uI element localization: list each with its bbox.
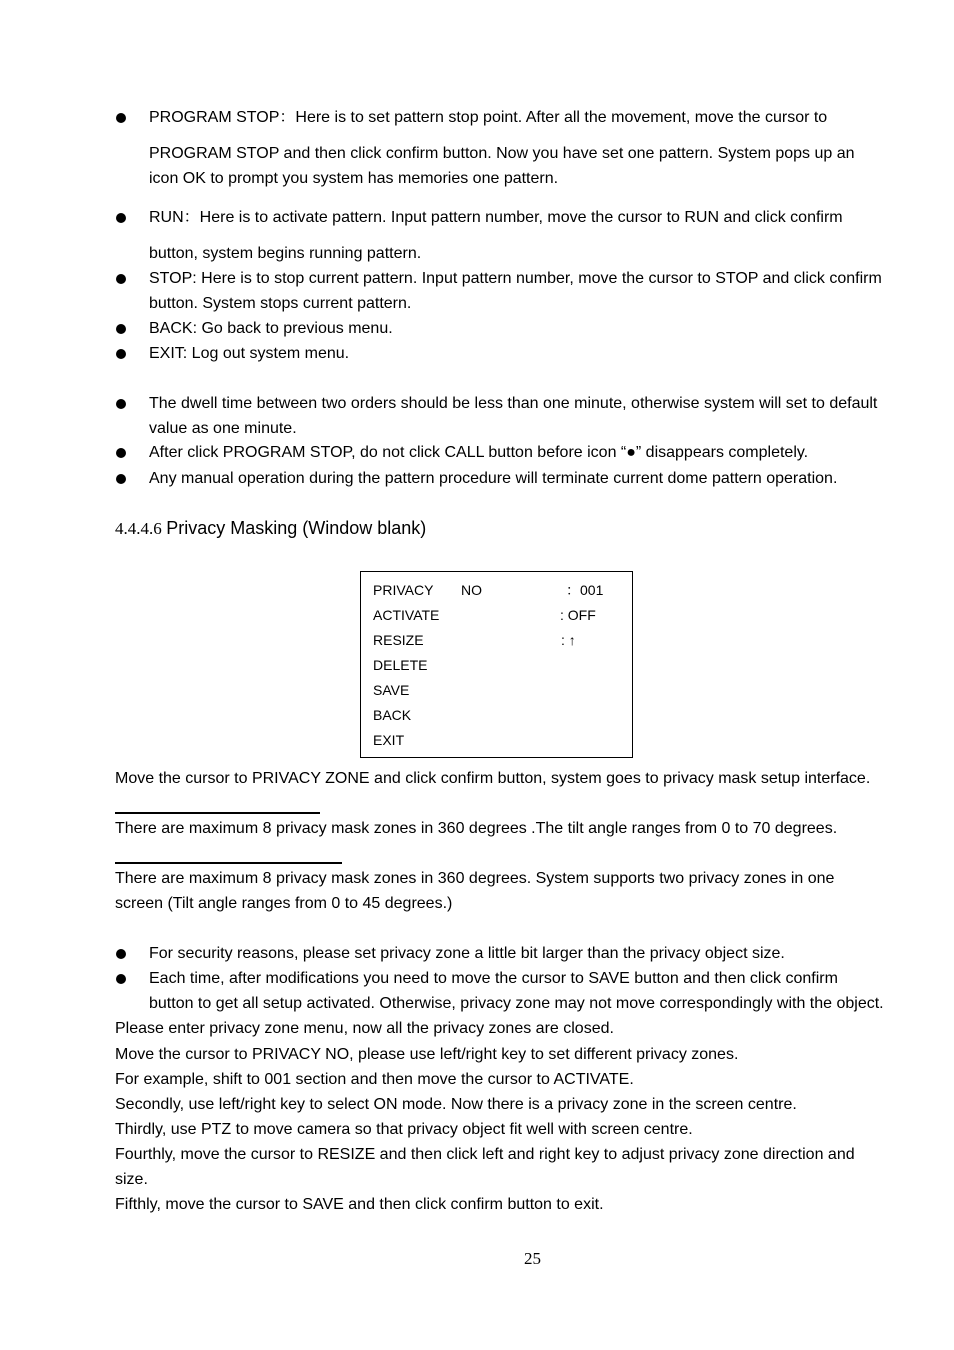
step-line: Secondly, use left/right key to select ON mode. Now there is a privacy zone in the screen centre. [115,1096,797,1113]
menu-row-exit[interactable] [373,730,628,750]
bullet-dot [116,974,126,984]
bullet-text: PROGRAM STOP and then click confirm button. Now you have set one pattern. System pops up an [149,145,855,162]
bullet-text: button. System stops current pattern. [149,295,412,312]
bullet-text: For security reasons, please set privacy zone a little bit larger than the privacy object size. [149,945,785,962]
section-number: 4.4.4.6 [115,519,162,538]
privacy-menu [360,571,633,758]
divider [115,862,342,864]
bullet-text: After click PROGRAM STOP, do not click CALL button before icon “●” disappears completely. [149,444,809,461]
menu-row-activate[interactable] [373,605,628,625]
bullet-text: Each time, after modifications you need to move the cursor to SAVE button and then click confirm [149,970,838,987]
bullet-text: button, system begins running pattern. [149,245,422,262]
step-line: Fifthly, move the cursor to SAVE and then click confirm button to exit. [115,1196,604,1213]
bullet-text: PROGRAM STOP：Here is to set pattern stop point. After all the movement, move the cursor to [149,109,828,126]
bullet-text: STOP: Here is to stop current pattern. Input pattern number, move the cursor to STOP and click confirm [149,270,882,287]
note-model-1: There are maximum 8 privacy mask zones in 360 degrees .The tilt angle ranges from 0 to 70 degrees. [115,820,838,837]
intro-text: Move the cursor to PRIVACY ZONE and click confirm button, system goes to privacy mask setup interface. [115,770,871,787]
menu-label: EXIT [373,732,405,748]
bullet-text: Any manual operation during the pattern procedure will terminate current dome pattern operation. [149,470,838,487]
bullet-dot [116,213,126,223]
menu-value: : ↑ [561,632,576,648]
bullet-text: value as one minute. [149,420,297,437]
section-title: Privacy Masking (Window blank) [166,518,427,538]
bullet-dot [116,349,126,359]
bullet-dot [116,324,126,334]
menu-label: SAVE [373,682,410,698]
bullet-dot [116,113,126,123]
menu-label: BACK [373,707,412,723]
menu-label: ACTIVATE [373,607,440,623]
step-line: Please enter privacy zone menu, now all the privacy zones are closed. [115,1020,614,1037]
divider [115,812,320,814]
bullet-text: The dwell time between two orders should be less than one minute, otherwise system will set to default [149,395,878,412]
menu-mid: NO [461,582,482,598]
menu-row-save[interactable] [373,680,628,700]
menu-value: : OFF [560,607,596,623]
note-model-2: There are maximum 8 privacy mask zones in 360 degrees. System supports two privacy zones in one [115,870,835,887]
bullet-dot [116,448,126,458]
step-line: For example, shift to 001 section and then move the cursor to ACTIVATE. [115,1071,634,1088]
bullet-text: BACK: Go back to previous menu. [149,320,393,337]
bullet-dot [116,274,126,284]
bullet-text: RUN：Here is to activate pattern. Input pattern number, move the cursor to RUN and click confirm [149,209,843,226]
page-number: 25 [524,1249,541,1268]
step-line: Fourthly, move the cursor to RESIZE and then click left and right key to adjust privacy zone direction and [115,1146,855,1163]
menu-label: RESIZE [373,632,424,648]
bullet-text: icon OK to prompt you system has memories one pattern. [149,170,559,187]
menu-row-resize[interactable] [373,630,628,650]
section-heading [115,518,426,540]
bullet-text: button to get all setup activated. Otherwise, privacy zone may not move correspondingly with the object. [149,995,884,1012]
menu-row-privacy[interactable] [373,580,628,600]
menu-label: PRIVACY [373,582,434,598]
bullet-dot [116,399,126,409]
bullet-dot [116,949,126,959]
menu-row-delete[interactable] [373,655,628,675]
bullet-dot [116,474,126,484]
step-line: size. [115,1171,148,1188]
bullet-text: EXIT: Log out system menu. [149,345,350,362]
menu-row-back[interactable] [373,705,628,725]
note-model-2: screen (Tilt angle ranges from 0 to 45 degrees.) [115,895,453,912]
menu-label: DELETE [373,657,428,673]
step-line: Thirdly, use PTZ to move camera so that privacy object fit well with screen centre. [115,1121,693,1138]
menu-value: ：001 [566,582,604,598]
step-line: Move the cursor to PRIVACY NO, please use left/right key to set different privacy zones. [115,1046,739,1063]
